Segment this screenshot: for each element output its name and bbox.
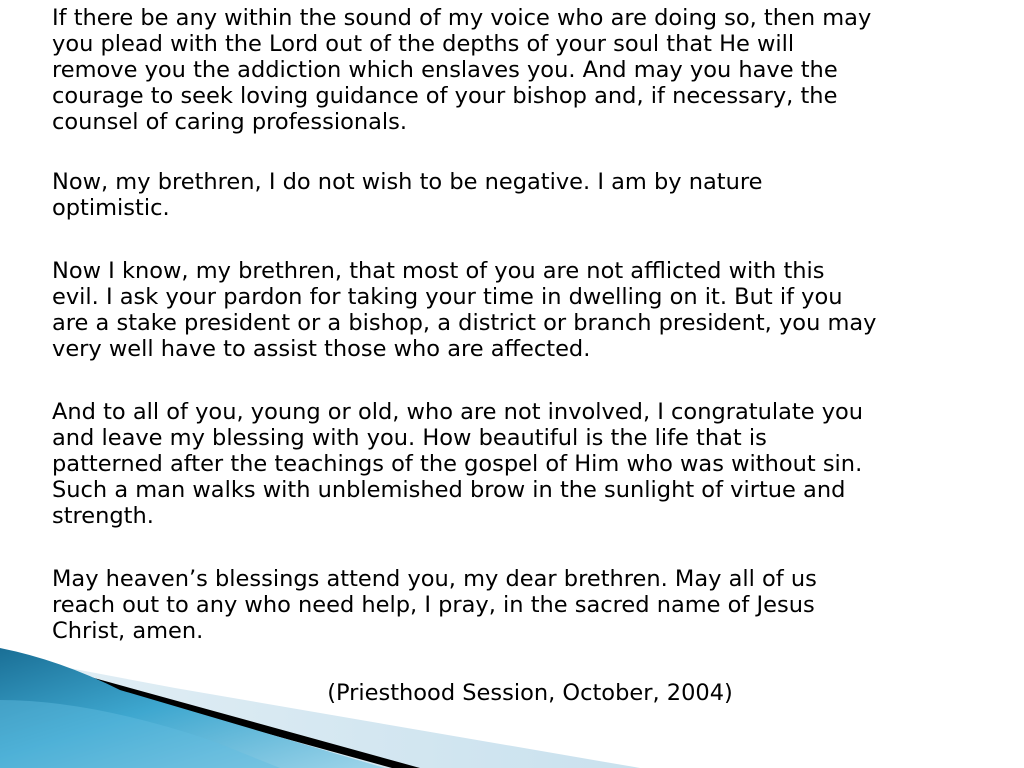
paragraph-4 bbox=[52, 399, 863, 529]
paragraph-2 bbox=[52, 169, 762, 221]
paragraph-5 bbox=[52, 566, 817, 644]
text-line: remove you the addiction which enslaves you. And may you have the bbox=[52, 57, 838, 83]
text-line: strength. bbox=[52, 503, 154, 529]
text-line: Now, my brethren, I do not wish to be negative. I am by nature bbox=[52, 169, 763, 195]
text-line: evil. I ask your pardon for taking your time in dwelling on it. But if you bbox=[52, 284, 843, 310]
text-line: reach out to any who need help, I pray, in the sacred name of Jesus bbox=[52, 592, 815, 618]
text-line: Such a man walks with unblemished brow in the sunlight of virtue and bbox=[52, 477, 846, 503]
text-line: patterned after the teachings of the gospel of Him who was without sin. bbox=[52, 451, 863, 477]
text-line: And to all of you, young or old, who are not involved, I congratulate you bbox=[52, 399, 864, 425]
text-line: very well have to assist those who are affected. bbox=[52, 336, 591, 362]
text-line: are a stake president or a bishop, a district or branch president, you may bbox=[52, 310, 877, 336]
text-line: you plead with the Lord out of the depths of your soul that He will bbox=[52, 31, 795, 57]
text-line: courage to seek loving guidance of your bishop and, if necessary, the bbox=[52, 83, 838, 109]
text-line: If there be any within the sound of my voice who are doing so, then may bbox=[52, 5, 872, 31]
text-line: counsel of caring professionals. bbox=[52, 109, 408, 135]
paragraph-1 bbox=[52, 5, 871, 135]
text-line: and leave my blessing with you. How beautiful is the life that is bbox=[52, 425, 767, 451]
text-line: May heaven’s blessings attend you, my dear brethren. May all of us bbox=[52, 566, 817, 592]
text-line: Christ, amen. bbox=[52, 618, 204, 644]
text-line: Now I know, my brethren, that most of you are not afflicted with this bbox=[52, 258, 825, 284]
text-line: optimistic. bbox=[52, 195, 170, 221]
citation: (Priesthood Session, October, 2004) bbox=[327, 680, 733, 706]
paragraph-3 bbox=[52, 258, 877, 362]
